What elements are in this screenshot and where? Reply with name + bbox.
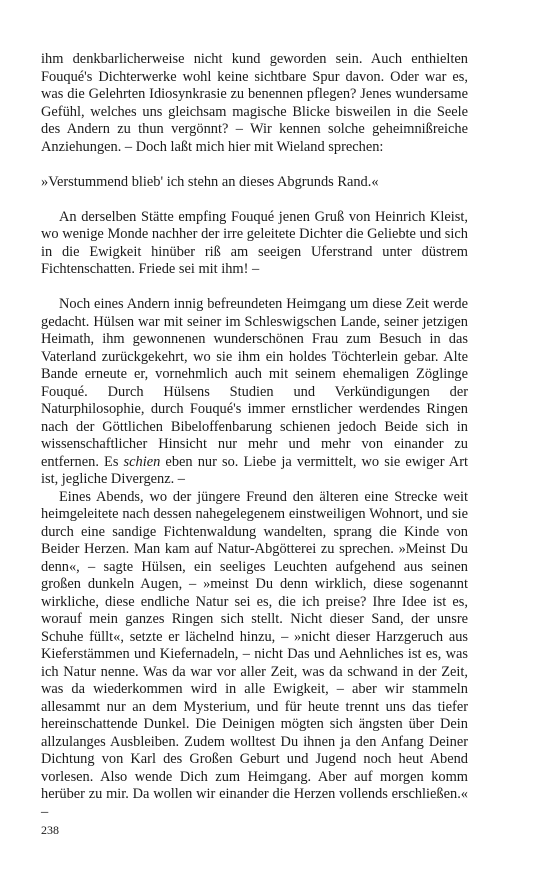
page-body	[41, 51, 468, 821]
paragraph-4: Eines Abends, wo der jüngere Freund den älteren eine Strecke weit heimgeleitete nach dessen nahegelegenem einstweiligen Wohnort, und sie durch eine sandige Fichtenwaldung wandelten, sprang die Kinde von Beider Herzen. Man kam auf Natur-Abgötterei zu sprechen. »Meinst Du denn«, – sagte Hülsen, ein seeliges Leuchten aufgehend aus seinen großen dunkeln Augen, – »meinst Du denn wirklich, diese sogenannt wirkliche, diese endliche Natur sei es, die ich preise? Ihre Idee ist es, worauf mein ganzes Ringen sich stellt. Nicht dieser Sand, der unsre Schuhe füllt«, setzte er lächelnd hinzu, – »nicht dieser Harzgeruch aus Kieferstämmen und Kiefernadeln, – nicht Das und Aehnliches ist es, was ich Natur nenne. Was da war vor aller Zeit, was da schwand in der Zeit, was da wiederkommen wird in alle Ewigkeit, – aber wir stammeln allesammt nur an dem Mysterium, und für heute trennt uns das tiefer hereinschattende Dunkel. Die Deinigen mögten sich ängsten über Dein allzulanges Ausbleiben. Zudem wolltest Du ihnen ja den Anfang Deiner Dichtung von Karl des Großen Geburt und Jugend noch heut Abend vorlesen. Also wende Dich zum Heimgang. Aber auf morgen komm herüber zu mir. Da wollen wir einander die Herzen vollends erschließen.« –	[41, 488, 468, 820]
paragraph-1: ihm denkbarlicherweise nicht kund geworden sein. Auch enthielten Fouqué's Dichterwerke wohl keine sichtbare Spur davon. Oder war es, was die Gelehrten Idiosynkrasie zu benennen pflegen? Jenes wundersame Gefühl, welches uns gleichsam magische Blicke bisweilen in die Seele des Andern zu thun vergönnt? – Wir kennen solche geheimnißreiche Anziehungen. – Doch laßt mich hier mit Wieland sprechen:	[41, 51, 468, 155]
paragraph-3	[41, 296, 468, 489]
paragraph-2: An derselben Stätte empfing Fouqué jenen Gruß von Heinrich Kleist, wo wenige Monde nachher der irre geleitete Dichter die Geliebte und sich in die Ewigkeit hinüber riß am seeigen Uferstrand unter düstrem Fichtenschatten. Friede sei mit ihm! –	[41, 208, 468, 277]
paragraph-3-emphasis: schien	[123, 453, 161, 470]
page-number: 238	[41, 823, 59, 837]
paragraph-3-text-a: Noch eines Andern innig befreundeten Heimgang um diese Zeit werde gedacht. Hülsen war mit seiner im Schleswigschen Lande, seiner jetzigen Heimath, ihm gewonnenen wunderschönen Frau zum Besuch in das Vaterland zurückgekehrt, wo sie ihm ein holdes Töchterlein gebar. Alte Bande erneute er, vornehmlich auch mit seinem ehemaligen Zöglinge Fouqué. Durch Hülsens Studien und Verkündigungen der Naturphilosophie, durch Fouqué's immer ernstlicher werdendes Ringen nach der Göttlichen Bibeloffenbarung schienen jedoch Beide sich in wissenschaftlicher Hinsicht nur mehr und mehr von einander zu entfernen. Es	[41, 296, 468, 470]
paragraph-gap	[41, 279, 468, 297]
wieland-quote: »Verstummend blieb' ich stehn an dieses Abgrunds Rand.«	[41, 173, 379, 190]
paragraph-3-text-b: eben nur so. Liebe ja vermittelt, wo sie ewiger Art ist, jegliche Divergenz. –	[41, 453, 468, 487]
paragraph-gap	[41, 191, 468, 209]
paragraph-gap	[41, 156, 468, 174]
